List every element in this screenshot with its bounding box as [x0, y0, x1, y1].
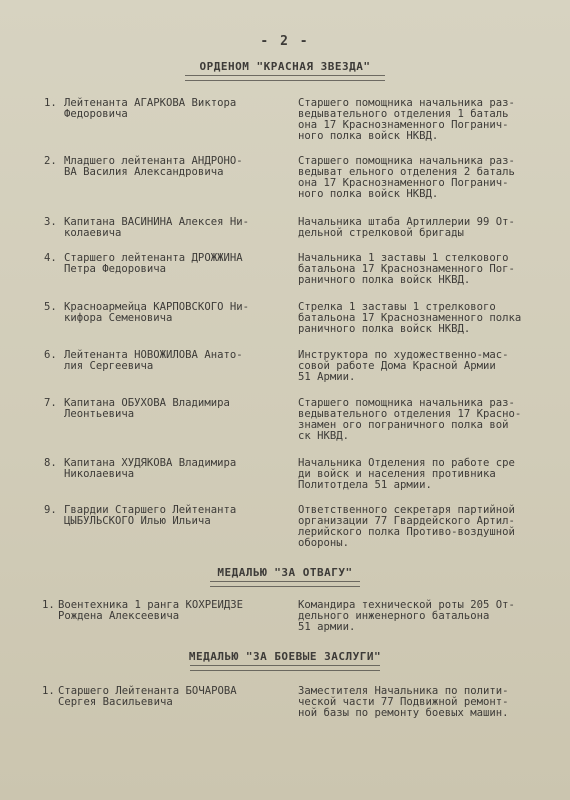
recipient-position: Старшего помощника начальника раз- ведыват ельного отделения 2 баталь она 17 Краснознаменного Погранич- ного полка войск НКВД. [298, 155, 515, 200]
entry-number: 9. [44, 504, 57, 516]
entry-number: 3. [44, 216, 57, 228]
recipient-name: Воентехника 1 ранга КОХРЕИДЗЕ Рождена Алексеевича [58, 599, 243, 622]
recipient-position: Начальника 1 заставы 1 стелкового батальона 17 Краснознаменного Пог- раничного полка войск НКВД. [298, 252, 515, 286]
title-underline [190, 665, 380, 671]
entry-number: 1. [42, 599, 55, 611]
recipient-name: Старшего лейтенанта ДРОЖЖИНА Петра Федоровича [64, 252, 243, 275]
section-title-for-combat-merit: МЕДАЛЬЮ "ЗА БОЕВЫЕ ЗАСЛУГИ" [0, 650, 570, 671]
entry-number: 4. [44, 252, 57, 264]
entry-number: 7. [44, 397, 57, 409]
recipient-name: Капитана ХУДЯКОВА Владимира Николаевича [64, 457, 237, 480]
recipient-name: Красноармейца КАРПОВСКОГО Ни- кифора Семеновича [64, 301, 249, 324]
recipient-name: Гвардии Старшего Лейтенанта ЦЫБУЛЬСКОГО Илью Ильича [64, 504, 237, 527]
recipient-position: Командира технической роты 205 От- дельного инженерного батальона 51 армии. [298, 599, 515, 633]
section-title-red-star: ОРДЕНОМ "КРАСНАЯ ЗВЕЗДА" [0, 60, 570, 81]
recipient-position: Начальника Отделения по работе сре ди войск и населения противника Политотдела 51 армии. [298, 457, 515, 491]
entry-number: 5. [44, 301, 57, 313]
recipient-name: Младшего лейтенанта АНДРОНО- ВА Василия Александровича [64, 155, 243, 178]
recipient-position: Заместителя Начальника по полити- ческой части 77 Подвижной ремонт- ной базы по ремонту боевых машин. [298, 685, 509, 719]
entry-number: 8. [44, 457, 57, 469]
recipient-position: Инструктора по художественно-мас- совой работе Дома Красной Армии 51 Армии. [298, 349, 509, 383]
recipient-position: Начальника штаба Артиллерии 99 От- дельной стрелковой бригады [298, 216, 515, 239]
recipient-name: Капитана ВАСИНИНА Алексея Ни- колаевича [64, 216, 249, 239]
recipient-name: Лейтенанта АГАРКОВА Виктора Федоровича [64, 97, 237, 120]
title-underline [210, 581, 360, 587]
page-number: - 2 - [260, 34, 310, 49]
recipient-position: Старшего помощника начальника раз- ведывательного отделения 1 баталь она 17 Краснознаменного Погранич- ного полка войск НКВД. [298, 97, 515, 142]
title-underline [185, 75, 385, 81]
entry-number: 1. [42, 685, 55, 697]
recipient-position: Ответственного секретаря партийной организации 77 Гвардейского Артил- лерийского полка Противо-воздушной обороны. [298, 504, 515, 549]
recipient-name: Лейтенанта НОВОЖИЛОВА Анато- лия Сергеевича [64, 349, 243, 372]
recipient-position: Старшего помощника начальника раз- ведывательного отделения 17 Красно- знамен ого пограничного полка вой ск НКВД. [298, 397, 522, 442]
recipient-name: Старшего Лейтенанта БОЧАРОВА Сергея Васильевича [58, 685, 237, 708]
recipient-position: Стрелка 1 заставы 1 стрелкового батальона 17 Краснознаменного полка раничного полка войск НКВД. [298, 301, 522, 335]
entry-number: 1. [44, 97, 57, 109]
entry-number: 2. [44, 155, 57, 167]
recipient-name: Капитана ОБУХОВА Владимира Леонтьевича [64, 397, 230, 420]
section-title-for-courage: МЕДАЛЬЮ "ЗА ОТВАГУ" [0, 566, 570, 587]
entry-number: 6. [44, 349, 57, 361]
